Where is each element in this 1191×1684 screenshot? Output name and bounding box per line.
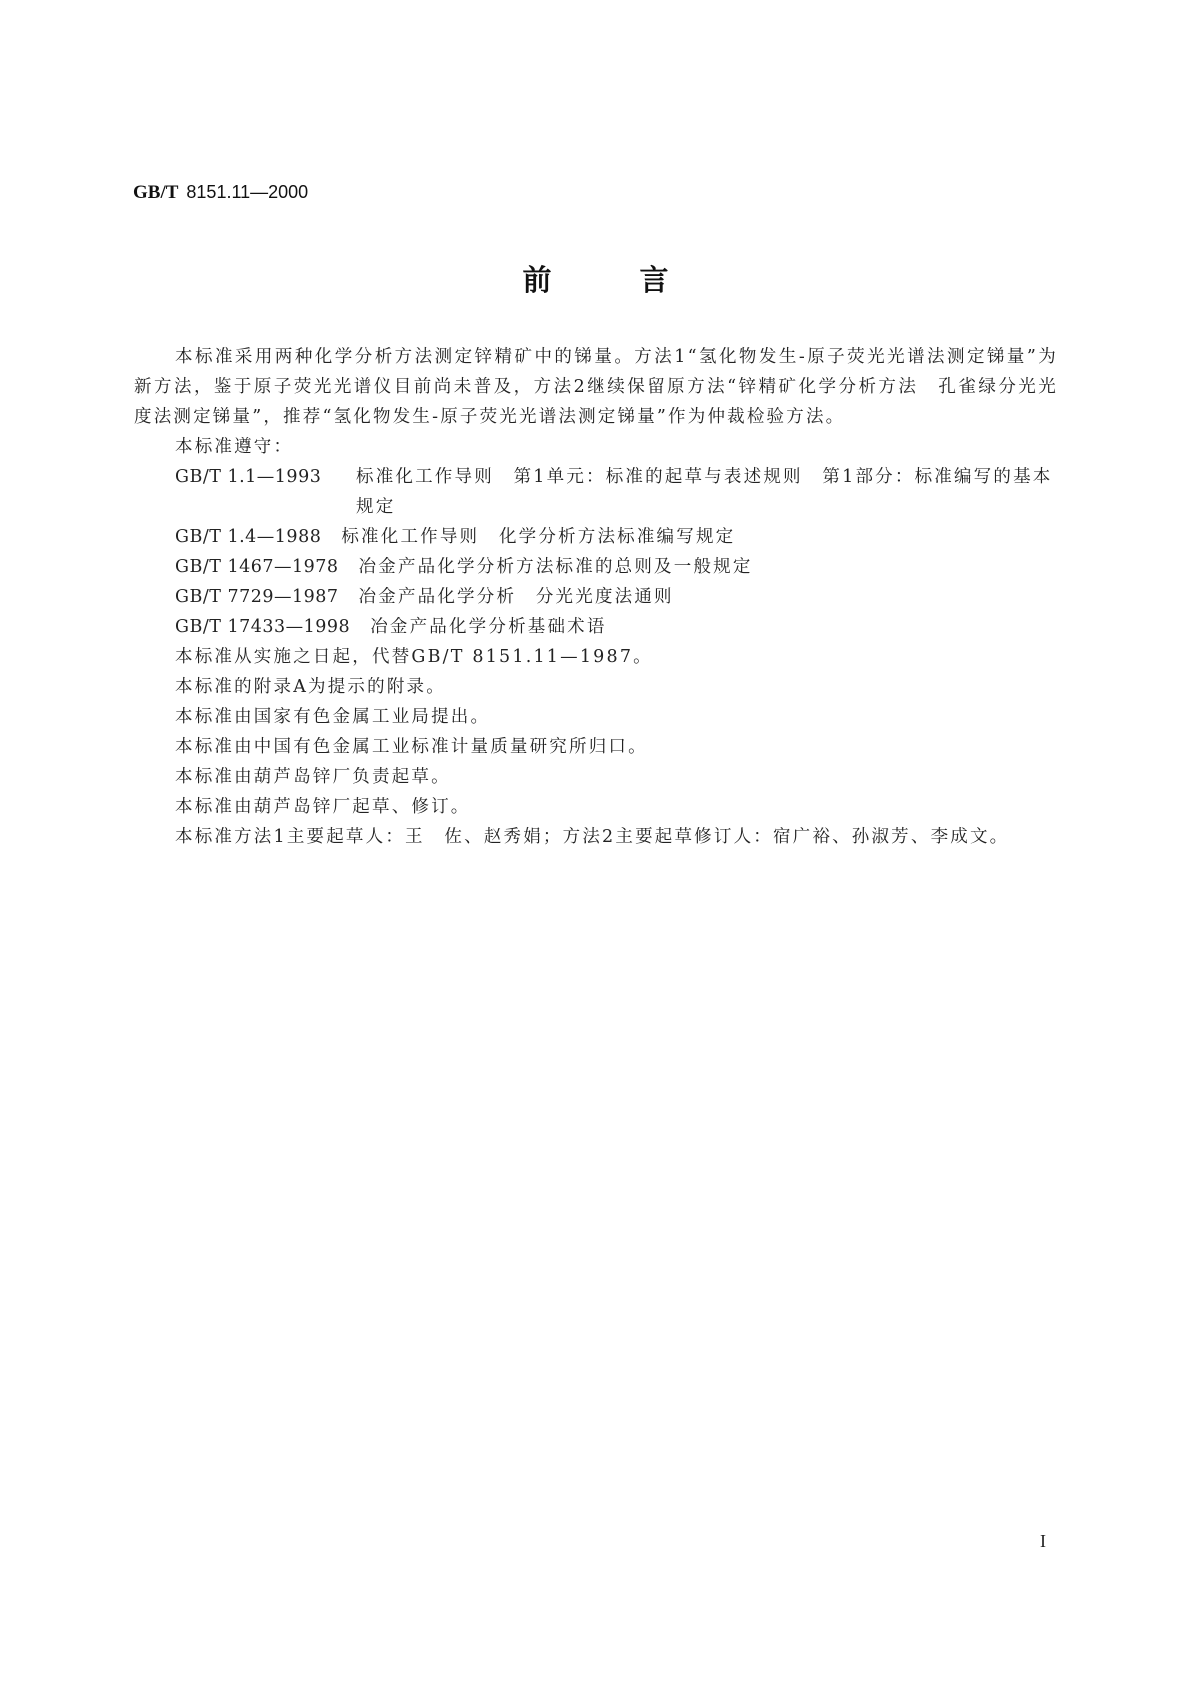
standard-code-number: 8151.11—2000 bbox=[186, 182, 309, 202]
title-char-1: 前 bbox=[522, 263, 552, 297]
reference-item bbox=[134, 582, 1058, 612]
reference-code: GB/T 1.1—1993 bbox=[175, 467, 322, 487]
statement-replacement: 本标准从实施之日起，代替GB/T 8151.11—1987。 bbox=[175, 647, 653, 667]
page-title bbox=[0, 262, 1191, 298]
foreword-body bbox=[134, 342, 1058, 852]
statement-responsible-drafter: 本标准由葫芦岛锌厂负责起草。 bbox=[175, 767, 451, 787]
page-number: I bbox=[1040, 1531, 1046, 1551]
standard-code-prefix: GB/T bbox=[133, 182, 179, 203]
reference-description: 标准化工作导则 化学分析方法标准编写规定 bbox=[341, 527, 736, 547]
reference-item bbox=[134, 462, 1058, 522]
statement-appendix: 本标准的附录A为提示的附录。 bbox=[175, 677, 446, 697]
statement-drafters: 本标准方法1主要起草人：王 佐、赵秀娟；方法2主要起草修订人：宿广裕、孙淑芳、李成文。 bbox=[175, 827, 1010, 847]
title-char-2: 言 bbox=[639, 263, 669, 297]
standard-code bbox=[133, 180, 308, 205]
statement-drafted-revised: 本标准由葫芦岛锌厂起草、修订。 bbox=[175, 797, 471, 817]
compliance-heading: 本标准遵守： bbox=[175, 437, 294, 457]
reference-description: 标准化工作导则 第1单元：标准的起草与表述规则 第1部分：标准编写的基本规定 bbox=[356, 467, 1053, 517]
intro-paragraph: 本标准采用两种化学分析方法测定锌精矿中的锑量。方法1“氢化物发生-原子荧光光谱法测定锑量”为新方法，鉴于原子荧光光谱仪目前尚未普及，方法2继续保留原方法“锌精矿化学分析方法 孔雀绿分光光度法测定锑量”，推荐“氢化物发生-原子荧光光谱法测定锑量”作为仲裁检验方法。 bbox=[134, 347, 1058, 427]
reference-code: GB/T 7729—1987 bbox=[175, 587, 339, 607]
reference-code: GB/T 1467—1978 bbox=[175, 557, 339, 577]
reference-code: GB/T 1.4—1988 bbox=[175, 527, 322, 547]
reference-code: GB/T 17433—1998 bbox=[175, 617, 351, 637]
reference-description: 冶金产品化学分析 分光光度法通则 bbox=[358, 587, 674, 607]
reference-description: 冶金产品化学分析基础术语 bbox=[370, 617, 607, 637]
statement-centralized-by: 本标准由中国有色金属工业标准计量质量研究所归口。 bbox=[175, 737, 648, 757]
reference-item bbox=[134, 552, 1058, 582]
statement-proposer: 本标准由国家有色金属工业局提出。 bbox=[175, 707, 491, 727]
reference-item bbox=[134, 522, 1058, 552]
reference-item bbox=[134, 612, 1058, 642]
reference-description: 冶金产品化学分析方法标准的总则及一般规定 bbox=[358, 557, 753, 577]
